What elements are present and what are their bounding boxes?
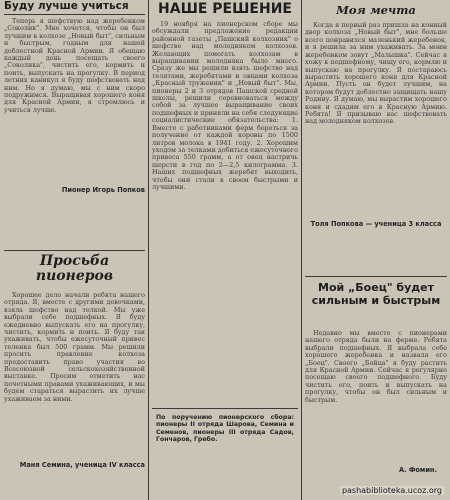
- headline-study: Буду лучше учиться: [4, 1, 145, 15]
- article-request: Хорошее дело начали ребята нашего отряда. Я, вместе с другими девочками, взяла шефство над телкой. Мы уже выбрали себе подшефных. Я буду ежедневно выпускать его на прогулку, чистить, кормить и поить. Я буду так ухаживать, чтобы ежесуточный привес теленка был 500 грамм. Мы решили просить правление колхоза предоставить право участия во Всесоюзной сельскохозяйственной выставке. Просим отметить нас почетными правами ухаживающих, и мы будем стараться вырастить их лучше ухаживаем за ними.: [4, 292, 145, 403]
- signature-semina: Маня Семина, ученица IV класса: [19, 461, 145, 469]
- signature-popkova: Толя Попкова — ученица 3 класса: [310, 220, 442, 229]
- article-study: Теперь я шефствую над жеребенком „Соколик". Мне хочется, чтобы он был лучшим в колхозе „Новый быт", сильным и быстрым, годным для нашей доблестной Красной Армии. Я обещаю каждый день посещать своего „Соколика", чистить его, кормить и поить, выпускать на прогулку. В период летних каникул я буду шефствовать над ним. Но я думаю, мы с ним скоро подружимся. Выращивая хорошего коня для Красной Армии, я стремлюсь и учиться лучше.: [4, 18, 145, 114]
- divider: [4, 250, 145, 251]
- divider: [305, 276, 447, 277]
- headline-boets: Мой „Боец" будет сильным и быстрым: [311, 281, 441, 307]
- article-dream: Когда я первый раз пришла на конный двор колхоза „Новый быт", мне больше всего понравился маленький жеребенок, и я решила за ним ухаживать. За моим жеребенком зовут „Малышка". Сейчас я хожу к подшефному, чищу его, кормлю и выпускаю на прогулку. Я постараюсь вырастить хорошего коня для Красной Армии. Пусть он будет лучшим, на котором будут доблестно защищать нашу Родину. Я думаю, мы вырастим хорошего коня и сдадим его в Красную Армию. Ребята! Я призываю вас шефствовать над молодняком колхозов.: [305, 22, 447, 126]
- headline-decision-text: НАШЕ РЕШЕНИЕ: [158, 1, 292, 17]
- headline-dream: Моя мечта: [336, 3, 416, 17]
- note-signatures: По поручению пионерского сбора: пионеры II отряда Шарова, Семина и Семенов, пионеры III отряда Садов, Гончаров, Гребо.: [156, 414, 294, 444]
- column-middle: [152, 0, 298, 500]
- signature-popkov: Пионер Игорь Попков: [61, 186, 145, 195]
- signature-fomin: А. Фомин.: [398, 466, 437, 474]
- column-right: [305, 0, 447, 500]
- divider: [152, 408, 298, 409]
- headline-request: Просьба пионеров: [35, 253, 114, 284]
- article-decision: 19 ноября на пионерском сборе мы обсуждали предложение редакции районной газеты „Пашский колхозник" о шефстве над молодняком колхозов. Желающих помогать колхозам в выращивании молодняка было много. Сразу же мы решили взять шефство над телятами, жеребятами и овцами колхоза „Красный труженик" и „Новый быт". Мы, пионеры 2 и 3 отрядов Пашской средней школы, решили соревноваться между собой за лучшее выращивание своих подшефных и приняли на себя следующие социалистические обязательства: 1. Вместе с работниками ферм бороться за получение от каждой коровы по 1500 литров молока в 1941 году. 2. Хорошим уходом за телками добиться ежесуточного привеса 550 грамм, а от овец настричь шерсти в год по 2—2,5 килограмма. 3. Наших подшефных жеребят выходить, чтобы они стали в своем быстрыми и лучшими.: [152, 21, 298, 191]
- column-rule-1: [148, 0, 149, 500]
- site-watermark: pashabiblioteka.ucoz.org: [341, 486, 442, 495]
- column-left: [4, 0, 145, 500]
- article-boets: Недавно мы вместе с пионерами нашего отряда были на ферме. Ребята выбрали подшефных. Я выбрала себе хорошего жеребенка и назвала его „Боец". Своего „Бойца" я буду растить для Красной Армии. Сейчас я регулярно посещаю своего подшефного. Буду чистить его, поить и выпускать на прогулку, чтобы он был сильным и быстрым.: [305, 330, 447, 404]
- column-rule-2: [301, 0, 302, 500]
- headline-decision: [152, 2, 298, 17]
